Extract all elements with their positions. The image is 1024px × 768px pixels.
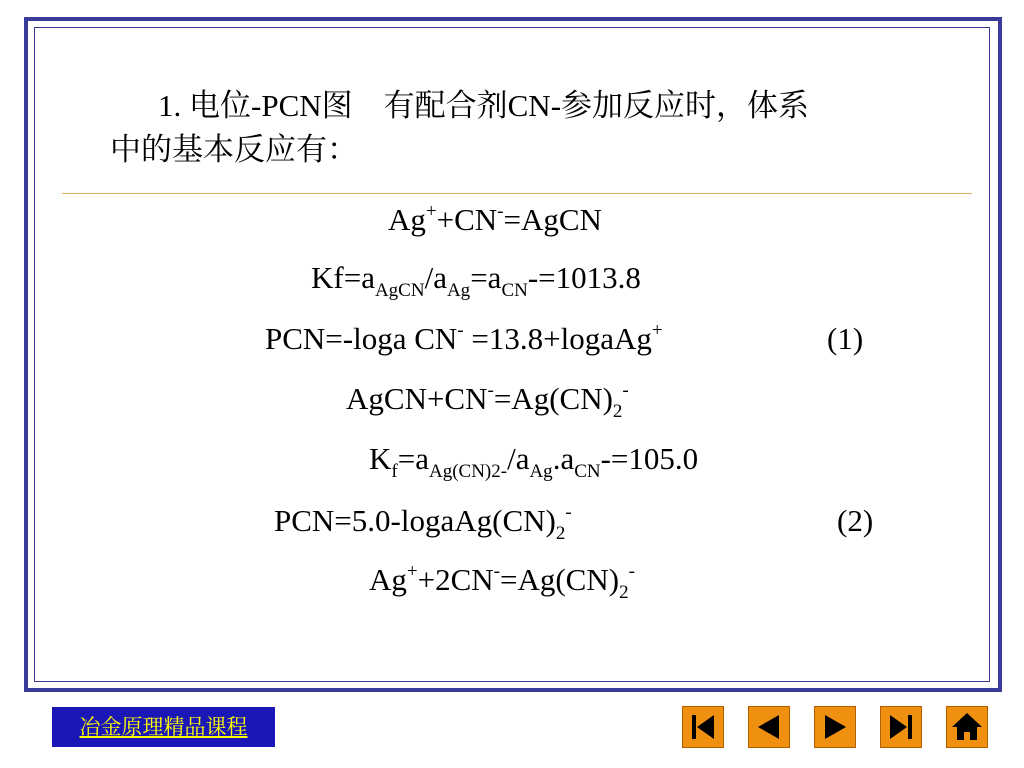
eq7-superscript: - bbox=[493, 561, 500, 582]
next-slide-button[interactable] bbox=[814, 706, 856, 748]
eq5-subscript: CN bbox=[574, 461, 601, 482]
first-slide-button[interactable] bbox=[682, 706, 724, 748]
eq2-term: -=1013.8 bbox=[527, 260, 641, 295]
equation-6 bbox=[274, 502, 572, 544]
eq7-subscript: 2 bbox=[619, 582, 629, 603]
eq5-term: -=105.0 bbox=[600, 441, 699, 476]
heading-line-2: 中的基本反应有： bbox=[110, 132, 358, 167]
eq3-term: =13.8+logaAg bbox=[463, 321, 652, 356]
eq3-superscript: - bbox=[457, 320, 464, 341]
eq4-superscript: - bbox=[622, 380, 629, 401]
home-icon bbox=[947, 707, 987, 747]
equation-1 bbox=[388, 202, 602, 238]
eq4-term: AgCN+CN bbox=[346, 381, 488, 416]
eq2-term: Kf=a bbox=[311, 260, 375, 295]
last-slide-button[interactable] bbox=[880, 706, 922, 748]
equation-2 bbox=[311, 260, 641, 301]
equation-3 bbox=[265, 321, 663, 357]
equation-5 bbox=[369, 441, 699, 482]
home-button[interactable] bbox=[946, 706, 988, 748]
eq4-term: =Ag(CN) bbox=[493, 381, 613, 416]
previous-slide-icon bbox=[749, 707, 789, 747]
eq7-term: Ag bbox=[369, 562, 407, 597]
eq5-term: =a bbox=[397, 441, 429, 476]
eq6-term: PCN=5.0-logaAg(CN) bbox=[274, 503, 556, 538]
equation-3-number: (1) bbox=[827, 321, 864, 356]
last-slide-icon bbox=[881, 707, 921, 747]
course-link-label: 冶金原理精品课程 bbox=[79, 715, 248, 739]
next-slide-icon bbox=[815, 707, 855, 747]
eq2-term: =a bbox=[470, 260, 502, 295]
eq1-superscript: + bbox=[425, 201, 437, 222]
previous-slide-button[interactable] bbox=[748, 706, 790, 748]
equation-7 bbox=[369, 561, 635, 603]
eq2-subscript: Ag bbox=[446, 280, 471, 301]
eq5-term: /a bbox=[507, 441, 530, 476]
slide-heading bbox=[110, 84, 980, 172]
heading-line-1: 1. 电位-PCN图 有配合剂CN-参加反应时，体系 bbox=[158, 88, 810, 123]
eq7-superscript: + bbox=[406, 561, 418, 582]
eq3-term: PCN=-loga CN bbox=[265, 321, 458, 356]
eq1-term: =AgCN bbox=[503, 202, 602, 237]
heading-divider bbox=[62, 193, 972, 194]
eq1-superscript: - bbox=[497, 201, 504, 222]
eq7-term: =Ag(CN) bbox=[499, 562, 620, 597]
eq2-subscript: AgCN bbox=[374, 280, 425, 301]
eq1-term: Ag bbox=[388, 202, 426, 237]
equation-6-number: (2) bbox=[837, 503, 874, 538]
eq5-subscript: Ag(CN)2- bbox=[428, 461, 508, 482]
eq2-subscript: CN bbox=[501, 280, 528, 301]
eq2-term: /a bbox=[424, 260, 447, 295]
eq6-superscript: - bbox=[565, 502, 572, 523]
eq4-superscript: - bbox=[487, 380, 494, 401]
first-slide-icon bbox=[683, 707, 723, 747]
eq3-superscript: + bbox=[651, 320, 663, 341]
eq5-term: K bbox=[369, 441, 392, 476]
eq7-superscript: - bbox=[628, 561, 635, 582]
course-link[interactable] bbox=[52, 707, 275, 747]
eq6-subscript: 2 bbox=[555, 523, 566, 544]
eq7-term: +2CN bbox=[417, 562, 494, 597]
eq4-subscript: 2 bbox=[612, 401, 623, 422]
eq1-term: +CN bbox=[436, 202, 498, 237]
eq5-subscript: Ag bbox=[529, 461, 553, 482]
equation-4 bbox=[346, 380, 629, 422]
eq5-subscript: f bbox=[391, 461, 398, 482]
eq5-term: .a bbox=[552, 441, 575, 476]
